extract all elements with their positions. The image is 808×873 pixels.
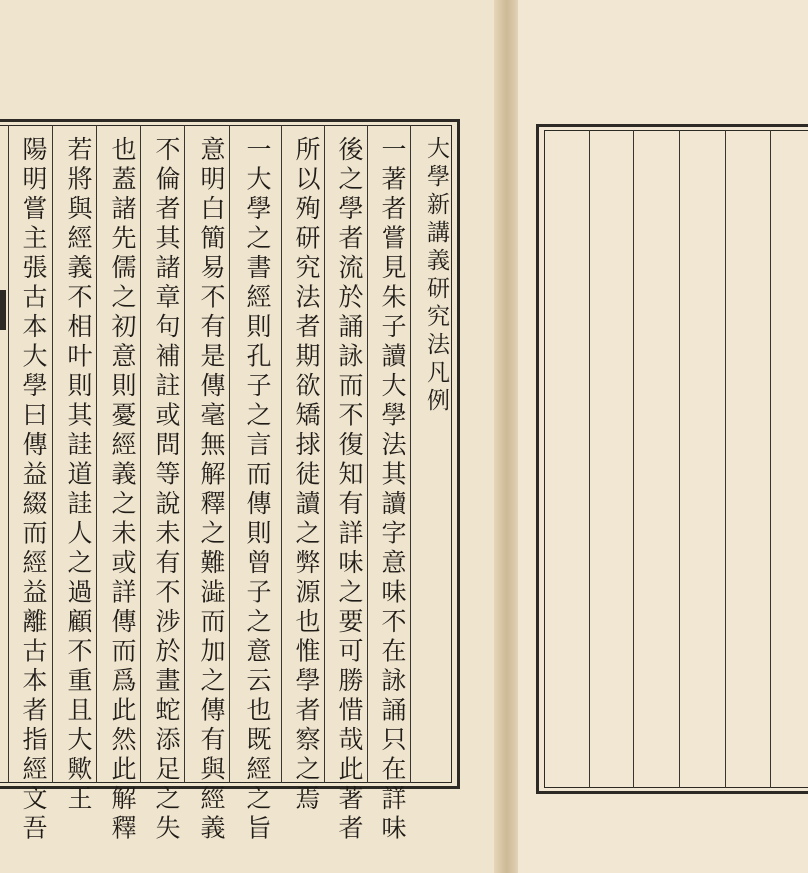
text-column [327,130,371,844]
text-line: 後之學者流於誦詠而不復知有詳味之要可勝惜哉此著者 [335,136,364,844]
text-line: 一著者嘗見朱子讀大學法其讀字意味不在詠誦只在詳味 [378,136,407,844]
column-rule [8,125,9,783]
text-column [11,130,55,844]
edge-mark [0,290,6,330]
text-column [235,130,279,844]
blank-column-rule [679,130,680,788]
text-column [56,130,100,815]
blank-column-rule [725,130,726,788]
blank-column-rule [770,130,771,788]
text-column [370,130,414,844]
text-column [284,130,328,815]
text-line: 所以殉研究法者期欲矯捄徒讀之弊源也惟學者察之焉 [292,136,321,815]
text-column-title [414,130,458,780]
text-line: 不倫者其諸章句補註或問等說未有不涉於畫蛇添足之失 [152,136,181,844]
text-line: 也蓋諸先儒之初意則憂經義之未或詳傳而爲此然此解釋 [108,136,137,844]
page-title: 大學新講義研究法凡例 [423,136,449,416]
text-column [100,130,144,844]
text-line: 若將與經義不相叶則其詿道詿人之過顧不重且大歟王 [64,136,93,815]
text-column [144,130,188,844]
text-line: 陽明嘗主張古本大學曰傳益綴而經益離古本者指經文吾 [19,136,48,844]
column-rule [281,125,282,783]
text-line: 一大學之書經則孔子之言而傳則曾子之意云也既經之旨 [243,136,272,844]
text-column [189,130,233,844]
blank-column-rule [589,130,590,788]
text-line: 意明白簡易不有是傳毫無解釋之難澁而加之傳有與經義 [197,136,226,844]
blank-frame-inner [544,130,808,788]
blank-column-rule [633,130,634,788]
